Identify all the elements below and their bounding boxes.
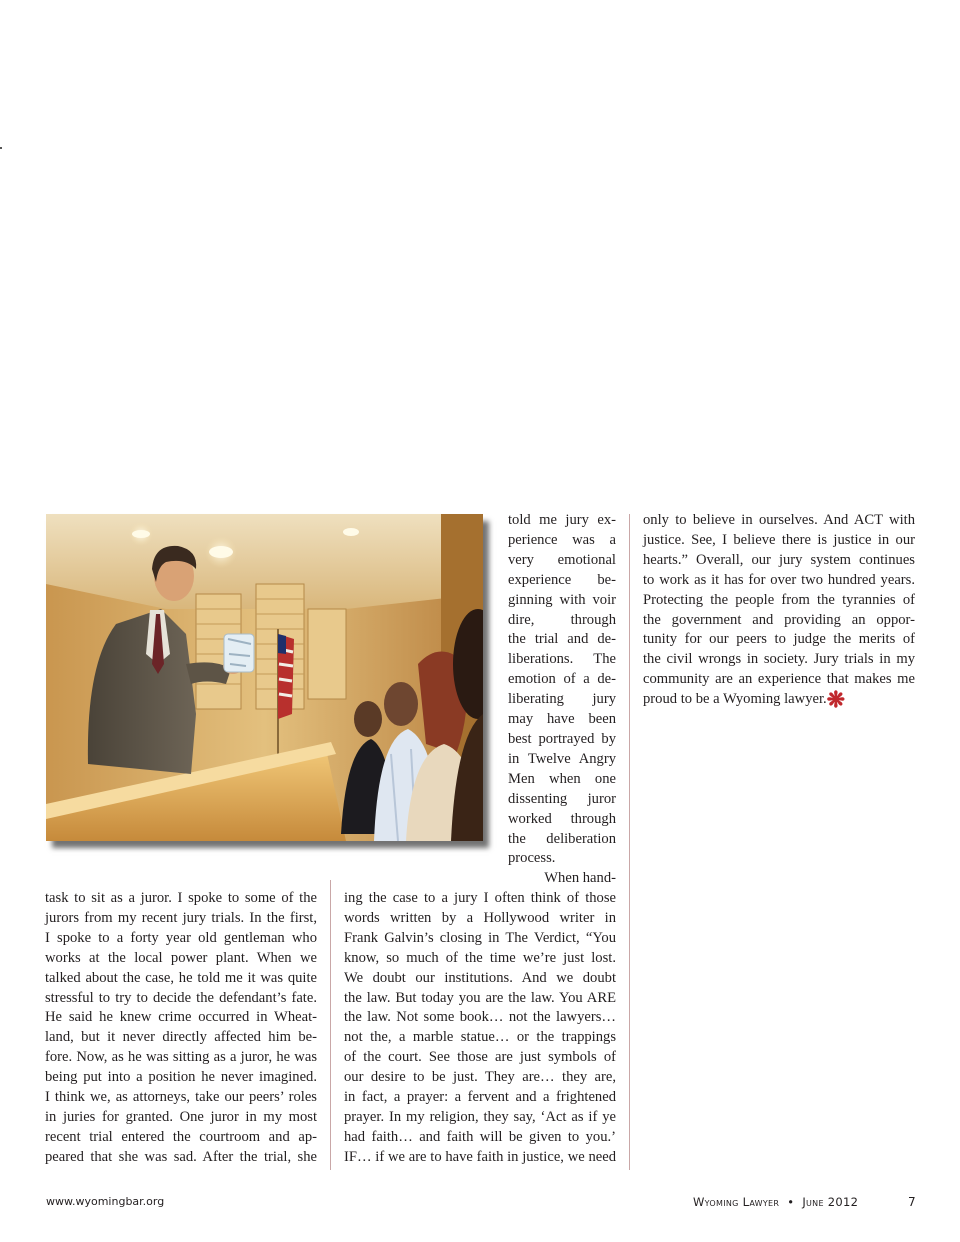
text-line: justice. See, I believe there is justice in our xyxy=(643,531,915,548)
text-line: task to sit as a juror. I spoke to some of the xyxy=(45,890,317,906)
text-line: in Twelve Angry xyxy=(508,750,616,767)
page-number: 7 xyxy=(908,1195,916,1209)
end-mark-icon: ❋ xyxy=(826,687,846,713)
column-rule-right xyxy=(629,514,630,1170)
text-line: community are an experience that makes me xyxy=(643,671,915,688)
text-line: the deliberation xyxy=(508,830,616,847)
text-line: the government and providing an oppor- xyxy=(643,611,915,628)
footer-masthead xyxy=(693,1195,858,1209)
text-line: not the, a marble statue… or the trappings xyxy=(344,1029,616,1046)
column-rule-left xyxy=(330,880,331,1170)
text-line: experience be- xyxy=(508,571,616,588)
text-line: the law. But today you are the law. You ARE xyxy=(344,989,616,1006)
column-2-paragraph-first-line: When hand- xyxy=(544,870,616,886)
column-2-paragraph-start xyxy=(508,869,616,889)
text-line: perience was a xyxy=(508,531,616,548)
column-2-bottom-text xyxy=(344,889,616,1168)
text-line: He said he knew crime occurred in Wheat- xyxy=(45,1009,317,1026)
text-line: the civil wrongs in society. Jury trials in my xyxy=(643,651,915,668)
text-line: in fact, a prayer: a fervent and a frightened xyxy=(344,1089,616,1106)
text-line: I think we, as attorneys, take our peers’ roles xyxy=(45,1089,317,1106)
text-line: told me jury ex- xyxy=(508,512,616,528)
text-line: talked about the case, he told me it was quite xyxy=(45,969,317,986)
text-line: know, so much of the time we’re just lost. xyxy=(344,949,616,966)
footer-website xyxy=(46,1195,164,1208)
text-line: may have been xyxy=(508,711,616,728)
text-line: peared that she was sad. After the trial, she xyxy=(45,1148,317,1165)
text-line: land, but it never directly affected him be- xyxy=(45,1029,317,1046)
text-line: stressful to try to decide the defendant’s fate. xyxy=(45,989,317,1006)
magazine-name: Wyoming Lawyer xyxy=(693,1195,780,1209)
text-line: tunity for our peers to judge the merits of xyxy=(643,631,915,648)
text-line: our desire to be just. They are… they are, xyxy=(344,1069,616,1086)
text-line: fore. Now, as he was sitting as a juror, he was xyxy=(45,1049,317,1066)
text-line: jurors from my recent jury trials. In the first, xyxy=(45,909,317,926)
column-2-top-text xyxy=(508,511,616,869)
text-line: very emotional xyxy=(508,551,616,568)
text-line: liberating jury xyxy=(508,691,616,708)
text-line: I spoke to a forty year old gentleman who xyxy=(45,929,317,946)
text-line: only to believe in ourselves. And ACT with xyxy=(643,512,915,528)
text-line: had faith… and faith will be given to you.’ xyxy=(344,1128,616,1145)
text-line: recent trial entered the courtroom and ap- xyxy=(45,1128,317,1145)
website-link[interactable]: www.wyomingbar.org xyxy=(46,1195,165,1208)
footer-bullet: • xyxy=(787,1195,795,1209)
text-line: in juries for granted. One juror in my most xyxy=(45,1108,317,1125)
text-line: best portrayed by xyxy=(508,730,616,747)
column-3-text xyxy=(643,511,915,713)
text-line: proud to be a Wyoming lawyer.❋ xyxy=(643,687,846,713)
text-line: of the court. See those are just symbols of xyxy=(344,1049,616,1066)
text-line: dire, through xyxy=(508,611,616,628)
text-line: We doubt our institutions. And we doubt xyxy=(344,969,616,986)
text-line: ing the case to a jury I often think of those xyxy=(344,890,616,906)
text-line: Protecting the people from the tyrannies of xyxy=(643,591,915,608)
text-line: the trial and de- xyxy=(508,631,616,648)
text-line: dissenting juror xyxy=(508,790,616,807)
text-line: works at the local power plant. When we xyxy=(45,949,317,966)
text-line: Frank Galvin’s closing in The Verdict, “You xyxy=(344,929,616,946)
courtroom-photo xyxy=(46,514,483,841)
text-line: emotion of a de- xyxy=(508,671,616,688)
text-line: IF… if we are to have faith in justice, we need xyxy=(344,1148,616,1165)
text-line: the law. Not some book… not the lawyers… xyxy=(344,1009,616,1026)
edge-mark xyxy=(0,147,2,149)
text-line: words written by a Hollywood writer in xyxy=(344,909,616,926)
text-line: ginning with voir xyxy=(508,591,616,608)
text-line: liberations. The xyxy=(508,651,616,668)
text-line: hearts.” Overall, our jury system continues xyxy=(643,551,915,568)
text-line: to work as it has for over two hundred years. xyxy=(643,571,915,588)
text-line: Men when one xyxy=(508,770,616,787)
text-line: process. xyxy=(508,850,556,867)
text-line: being put into a position he never imagined. xyxy=(45,1069,317,1086)
issue-date: June 2012 xyxy=(802,1195,859,1209)
text-line: prayer. In my religion, they say, ‘Act as if ye xyxy=(344,1108,616,1125)
column-1-text xyxy=(45,889,317,1168)
text-line: worked through xyxy=(508,810,616,827)
